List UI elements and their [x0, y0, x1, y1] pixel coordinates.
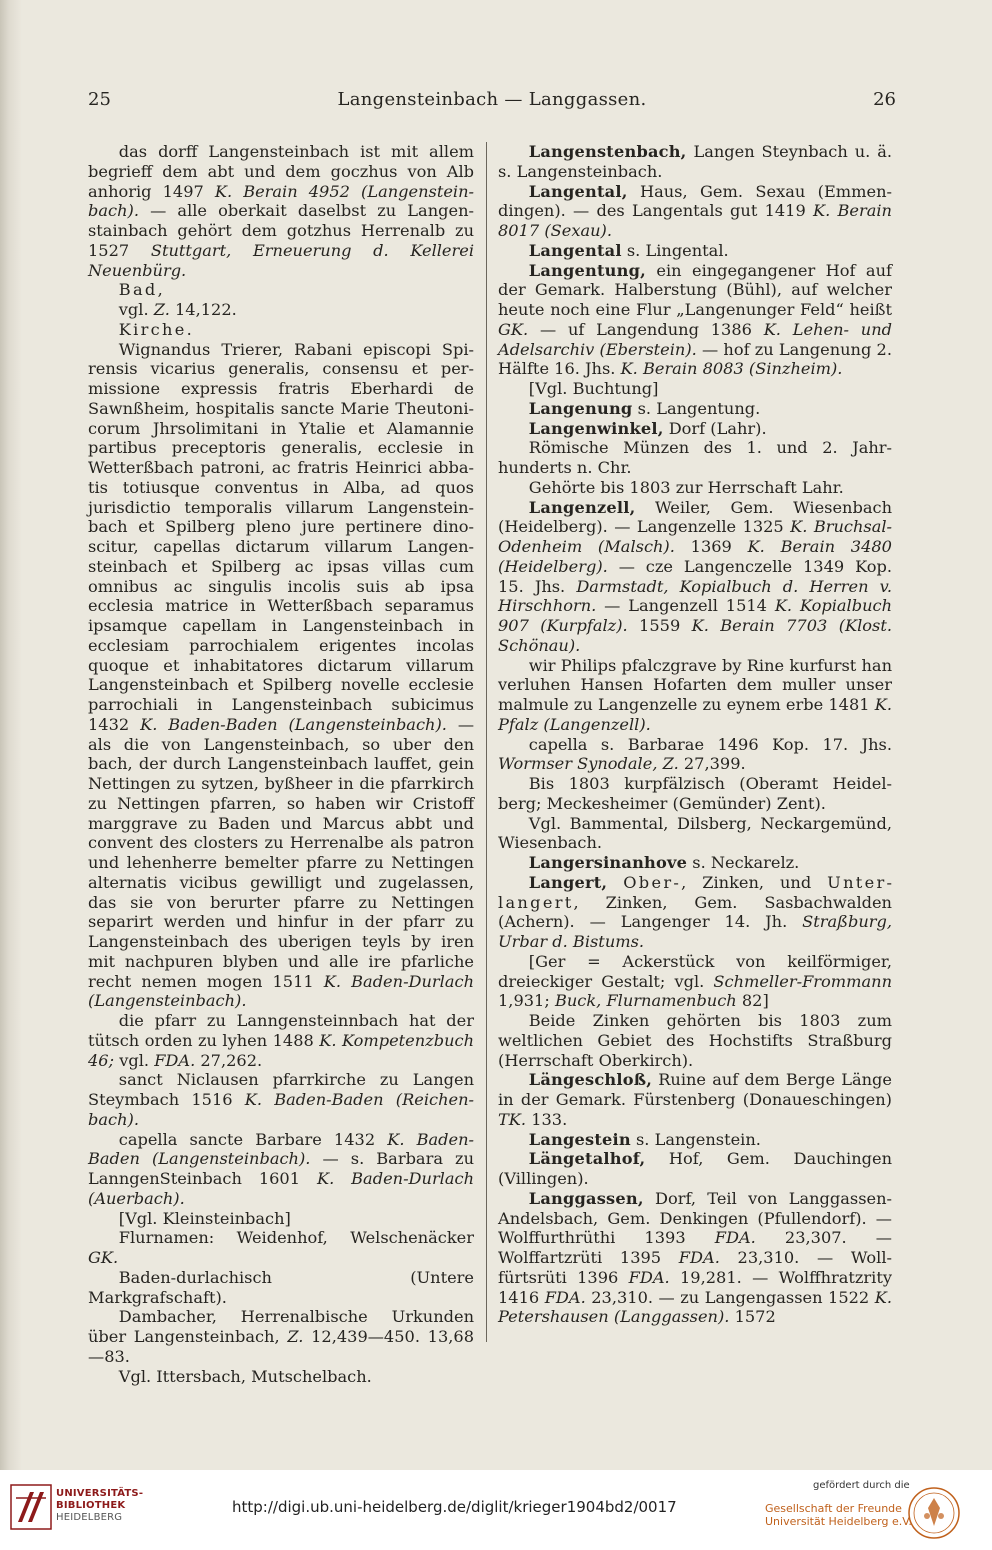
society-name	[765, 1502, 912, 1528]
sponsor-block[interactable]	[755, 1480, 985, 1542]
paragraph: die pfarr zu Lanngensteinnbach hat der tütsch orden zu lyhen 1488 K. Kompetenzbuch 46; vgl. FDA. 27,262.	[88, 1011, 474, 1070]
paragraph: Langentung, ein eingegangener Hof auf der Gemark. Halberstung (Bühl), auf welcher heute noch eine Flur „Langenunger Feld“ heißt GK. — uf Langendung 1386 K. Lehen- und Adelsarchiv (Eberstein). — hof zu Langenung 2. Hälfte 16. Jhs. K. Berain 8083 (Sinzheim).	[498, 260, 892, 379]
paragraph: Langenwinkel, Dorf (Lahr).	[528, 418, 767, 438]
paragraph: wir Philips pfalczgrave by Rine kurfurst han verluhen Hansen Hofarten dem muller unser malmule zu Langenzelle zu eynem erbe 1481 K. Pfalz (Langenzell).	[498, 655, 892, 734]
paragraph: capella s. Barbarae 1496 Kop. 17. Jhs. Wormser Synodale, Z. 27,399.	[498, 734, 892, 774]
library-name-line2: BIBLIOTHEK	[56, 1500, 126, 1511]
right-column	[498, 142, 892, 1327]
library-name-line3: HEIDELBERG	[56, 1512, 123, 1523]
paragraph: Langestein s. Langenstein.	[528, 1129, 761, 1149]
running-title: Langensteinbach — Langgassen.	[337, 89, 647, 110]
paragraph: Wignandus Trierer, Rabani episcopi Spirensis vicarius generalis, consensu et permissione expressis fratris Eberhardi de Sawnßheim, hospitalis sancte Marie Theutonicorum Jhrsolimitani in Ytalie et Alamannie partibus preceptoris generalis, ecclesie in Wetterßbach patroni, ac fratris Heinrici abbatis totiusque conventus in Alba, ad quos jurisdictio temporalis villarum Langensteinbach et Spilberg pleno jure pertinere dinoscitur, capellas dictarum villarum Langensteinbach et Spilberg ac ipsas villas cum omnibus ac singulis incolis suis ab ipsa ecclesia matrice in Wetterßbach separamus ipsamque capellam in Langensteinbach in ecclesiam parrochialem erigentes incolas quoque et inhabitatores dictarum villarum Langensteinbach et Spilberg novelle ecclesie parrochiali in Langensteinbach subicimus 1432 K. Baden-Baden (Langensteinbach). — als die von Langensteinbach, so uber den bach, der durch Langensteinbach lauffet, gein Nettingen zu sytzen, byßheer in die pfarrkirch zu Nettingen pfarren, so haben wir Cristoff marggrave zu Baden und Marcus abbt und convent des closters zu Herrenalbe als patron und lehenherre bemelter pfarre zu Nettingen alternatis vicibus gewilligt und zugelassen, das sie von berurter pfarre zu Nettingen separirt werden und hinfur in der pfarr zu Langensteinbach des uberigen teyls by iren mit nachpuren blyben und alle ire pfarliche recht nemen mogen 1511 K. Baden-Durlach (Langensteinbach).	[88, 339, 475, 1011]
paragraph: Gehörte bis 1803 zur Herrschaft Lahr.	[528, 477, 844, 497]
library-logo[interactable]	[10, 1484, 144, 1536]
paragraph: Längetalhof, Hof, Gem. Dauchingen (Villingen).	[498, 1149, 892, 1188]
paragraph: Langgassen, Dorf, Teil von Langgassen-Andelsbach, Gem. Denkingen (Pfullendorf). — Wolffurthrüthi 1393 FDA. 23,307. — Wolffartzrüti 1395 FDA. 23,310. — Wollfürtsrüti 1396 FDA. 19,281. — Wolffhratzrity 1416 FDA. 23,310. — zu Langengassen 1522 K. Petershausen (Langgassen). 1572	[498, 1188, 892, 1327]
paragraph: Langenung s. Langentung.	[528, 398, 761, 418]
paragraph: vgl. Z. 14,122.	[118, 300, 237, 319]
paragraph: Längeschloß, Ruine auf dem Berge Länge in der Gemark. Fürstenberg (Donaueschingen) TK. 133.	[498, 1070, 892, 1129]
paragraph: [Ger = Ackerstück von keilförmiger, dreieckiger Gestalt; vgl. Schmeller-Frommann 1,931; Buck, Flurnamenbuch 82]	[498, 951, 892, 1011]
paragraph: [Vgl. Buchtung]	[528, 379, 659, 398]
paragraph: Bad,	[118, 280, 166, 300]
paragraph: Bis 1803 kurpfälzisch (Oberamt Heidelberg; Meckesheimer (Gemünder) Zent).	[498, 774, 892, 813]
paragraph: Dambacher, Herrenalbische Urkunden über Langensteinbach, Z. 12,439—450. 13,68—83.	[88, 1307, 474, 1366]
paragraph: Langenstenbach, Langen Steynbach u. ä. s. Langensteinbach.	[498, 142, 892, 181]
paragraph: Kirche.	[118, 319, 195, 339]
funded-by-text: gefördert durch die	[813, 1480, 910, 1491]
paragraph: das dorff Langensteinbach ist mit allem begrieff dem abt und dem goczhus von Alb anhorig 1497 K. Berain 4952 (Langensteinbach). — alle oberkait daselbst zu Langenstainbach gehört dem gotzhus Herrenalb zu 1527 Stuttgart, Erneuerung d. Kellerei Neuenbürg.	[88, 142, 475, 280]
paragraph: Langental s. Lingental.	[528, 240, 729, 260]
book-spine-shadow	[0, 0, 22, 1470]
digitization-footer	[0, 1470, 992, 1550]
paragraph: Baden-durlachisch (Untere Markgrafschaft).	[88, 1267, 474, 1307]
paragraph: Beide Zinken gehörten bis 1803 zum weltlichen Gebiet des Hochstifts Straßburg (Herrschaft Oberkirch).	[498, 1011, 892, 1070]
society-name-line1: Gesellschaft der Freunde	[765, 1502, 902, 1515]
paragraph: Langert, Ober-, Zinken, und Unterlangert, Zinken, Gem. Sasbachwalden (Achern). — Langenger 14. Jh. Straßburg, Urbar d. Bistums.	[498, 872, 892, 951]
paragraph: sanct Niclausen pfarrkirche zu Langen Steymbach 1516 K. Baden-Baden (Reichenbach).	[88, 1070, 474, 1129]
university-seal-icon	[907, 1486, 961, 1540]
running-head	[88, 89, 896, 113]
library-name-line1: UNIVERSITÄTS-	[56, 1488, 144, 1499]
page-number-left: 25	[88, 89, 111, 110]
paragraph: Römische Münzen des 1. und 2. Jahrhunderts n. Chr.	[498, 438, 892, 477]
paragraph: Langersinanhove s. Neckarelz.	[528, 853, 800, 872]
left-column	[88, 142, 474, 1386]
paragraph: Vgl. Ittersbach, Mutschelbach.	[118, 1366, 372, 1386]
page-number-right: 26	[873, 89, 896, 110]
library-name	[56, 1488, 143, 1524]
paragraph: [Vgl. Kleinsteinbach]	[118, 1208, 291, 1228]
paragraph: Flurnamen: Weidenhof, Welschenäcker GK.	[88, 1228, 474, 1267]
paragraph: Vgl. Bammental, Dilsberg, Neckargemünd, Wiesenbach.	[498, 813, 892, 853]
society-name-line2: Universität Heidelberg e.V.	[765, 1515, 912, 1528]
paragraph: Langental, Haus, Gem. Sexau (Emmendingen). — des Langentals gut 1419 K. Berain 8017 (Sexau).	[498, 181, 892, 240]
paragraph: capella sancte Barbare 1432 K. Baden-Baden (Langensteinbach). — s. Barbara zu LanngenSteinbach 1601 K. Baden-Durlach (Auerbach).	[88, 1129, 475, 1208]
paragraph: Langenzell, Weiler, Gem. Wiesenbach (Heidelberg). — Langenzelle 1325 K. Bruchsal-Odenheim (Malsch). 1369 K. Berain 3480 (Heidelberg). — cze Langenczelle 1349 Kop. 15. Jhs. Darmstadt, Kopialbuch d. Herren v. Hirschhorn. — Langenzell 1514 K. Kopialbuch 907 (Kurpfalz). 1559 K. Berain 7703 (Klost. Schönau).	[498, 497, 893, 655]
column-divider	[486, 142, 487, 1342]
ub-heidelberg-logo-icon	[10, 1484, 52, 1530]
permalink-url[interactable]: http://digi.ub.uni-heidelberg.de/diglit/krieger1904bd2/0017	[232, 1498, 677, 1516]
